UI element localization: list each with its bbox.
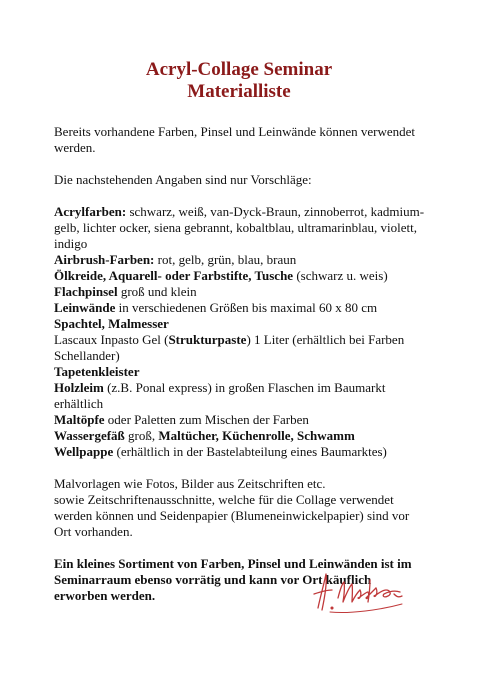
- item-text: oder Paletten zum Mischen der Farben: [104, 412, 309, 427]
- item-text: in verschiedenen Größen bis maximal 60 x 80 cm: [115, 300, 378, 315]
- item-lascaux: [54, 332, 426, 364]
- title-line-1: Acryl-Collage Seminar: [145, 59, 333, 80]
- item-label: Strukturpaste: [168, 332, 247, 347]
- item-holzleim: [54, 380, 426, 412]
- item-tapetenkleister: [54, 364, 426, 380]
- material-list: [54, 204, 426, 460]
- item-acrylfarben: [54, 204, 426, 252]
- closing-text: Ein kleines Sortiment von Farben, Pinsel und Leinwänden ist im Seminarraum ebenso vorrätig und kann vor Ort käuflich erworben werden.: [54, 556, 412, 603]
- item-label: Holzleim: [54, 380, 104, 395]
- item-label: Spachtel, Malmesser: [54, 316, 169, 331]
- item-wellpappe: [54, 444, 426, 460]
- signature: [310, 568, 410, 616]
- item-label: Wassergefäß: [54, 428, 125, 443]
- item-label: Maltücher, Küchenrolle, Schwamm: [158, 428, 355, 443]
- item-text: (z.B. Ponal express) in großen Flaschen im Baumarkt erhältlich: [54, 380, 386, 411]
- item-label: Flachpinsel: [54, 284, 118, 299]
- item-text: schwarz, weiß, van-Dyck-Braun, zinnoberrot, kadmium-gelb, lichter ocker, siena gebrannt, kobaltblau, ultramarinblau, violett, indigo: [54, 204, 425, 251]
- item-text: rot, gelb, grün, blau, braun: [154, 252, 297, 267]
- intro-paragraph: Bereits vorhandene Farben, Pinsel und Leinwände können verwendet werden.: [54, 124, 416, 155]
- item-label: Wellpappe: [54, 444, 114, 459]
- item-airbrush: [54, 252, 426, 268]
- item-maltoepfe: [54, 412, 426, 428]
- title-line-2: Materialliste: [187, 81, 291, 102]
- item-text: groß,: [124, 428, 159, 443]
- item-wassergefaess: [54, 428, 426, 444]
- item-label: Airbrush-Farben:: [54, 252, 155, 267]
- item-label: Maltöpfe: [54, 412, 105, 427]
- item-label: Ölkreide, Aquarell- oder Farbstifte, Tusche: [54, 268, 294, 283]
- document-body: [54, 124, 426, 604]
- item-flachpinsel: [54, 284, 426, 300]
- item-text: (schwarz u. weis): [293, 268, 388, 283]
- malvorlagen-line-2: sowie Zeitschriftenausschnitte, welche für die Collage verwendet werden können und Seidenpapier (Blumeneinwickelpapier) sind vor Ort vorhanden.: [54, 492, 410, 539]
- malvorlagen-line-1: Malvorlagen wie Fotos, Bilder aus Zeitschriften etc.: [54, 476, 326, 491]
- suggestions-note: Die nachstehenden Angaben sind nur Vorschläge:: [54, 172, 312, 187]
- item-text: (erhältlich in der Bastelabteilung eines Baumarktes): [113, 444, 387, 459]
- item-text: ) 1 Liter (erhältlich bei Farben Schellander): [54, 332, 405, 363]
- item-leinwaende: [54, 300, 426, 316]
- item-oelkreide: [54, 268, 426, 284]
- item-label: Leinwände: [54, 300, 116, 315]
- item-label: Acrylfarben:: [54, 204, 127, 219]
- item-label: Tapetenkleister: [54, 364, 140, 379]
- item-text: groß und klein: [117, 284, 197, 299]
- item-text: Lascaux Inpasto Gel (: [54, 332, 169, 347]
- item-spachtel: [54, 316, 426, 332]
